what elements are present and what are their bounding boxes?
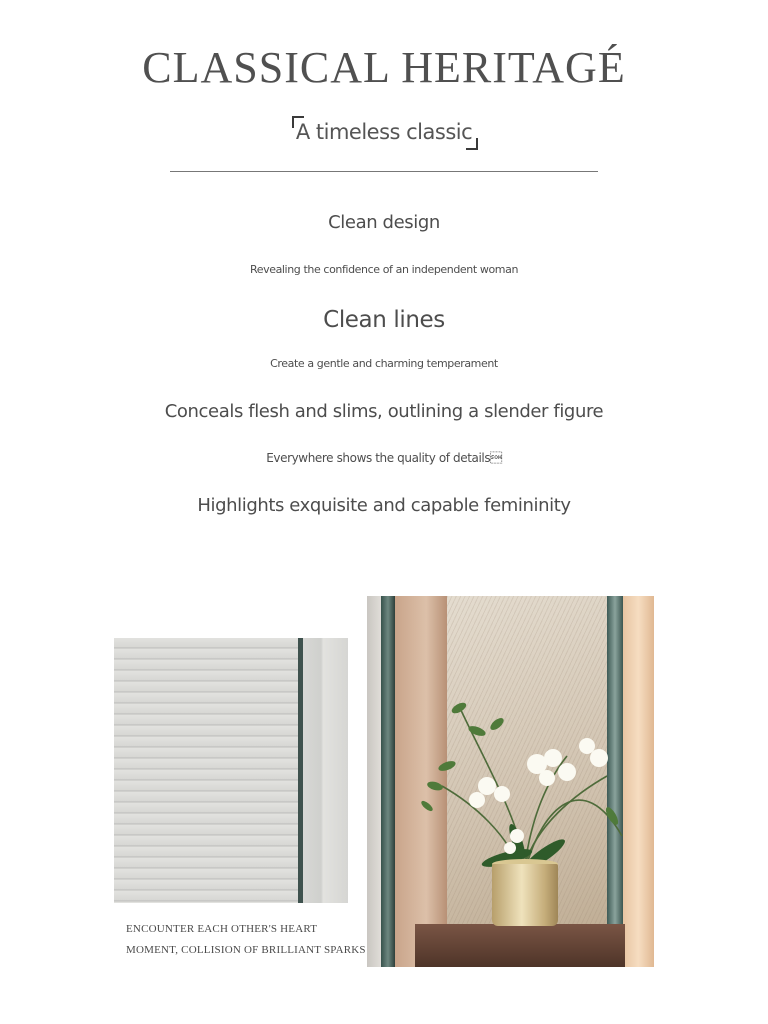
page-subtitle: A timeless classic — [295, 120, 473, 144]
divider-line — [170, 171, 598, 172]
headline-clean-design: Clean design — [328, 212, 440, 233]
gold-pot — [492, 864, 558, 926]
headline-slender-figure: Conceals flesh and slims, outlining a slender figure — [164, 401, 604, 422]
caption-line-1: ENCOUNTER EACH OTHER'S HEART — [126, 923, 318, 935]
headline-femininity: Highlights exquisite and capable femininity — [197, 495, 571, 516]
corner-mark-bottom-right — [466, 138, 478, 150]
photo-orchid-interior — [367, 596, 654, 967]
photo-wall-texture — [114, 638, 348, 903]
subtitle-container — [0, 120, 768, 144]
horizontal-slats — [114, 638, 298, 903]
headline-clean-lines: Clean lines — [323, 307, 445, 333]
text-gentle-temperament: Create a gentle and charming temperament — [270, 357, 498, 370]
page-title: CLASSICAL HERITAGÉ — [142, 43, 626, 92]
text-independent-woman: Revealing the confidence of an independent woman — [249, 263, 519, 276]
stone-panel — [303, 638, 348, 903]
text-quality-details: Everywhere shows the quality of details — [266, 451, 502, 465]
caption-line-2: MOMENT, COLLISION OF BRILLIANT SPARKS — [126, 944, 366, 956]
